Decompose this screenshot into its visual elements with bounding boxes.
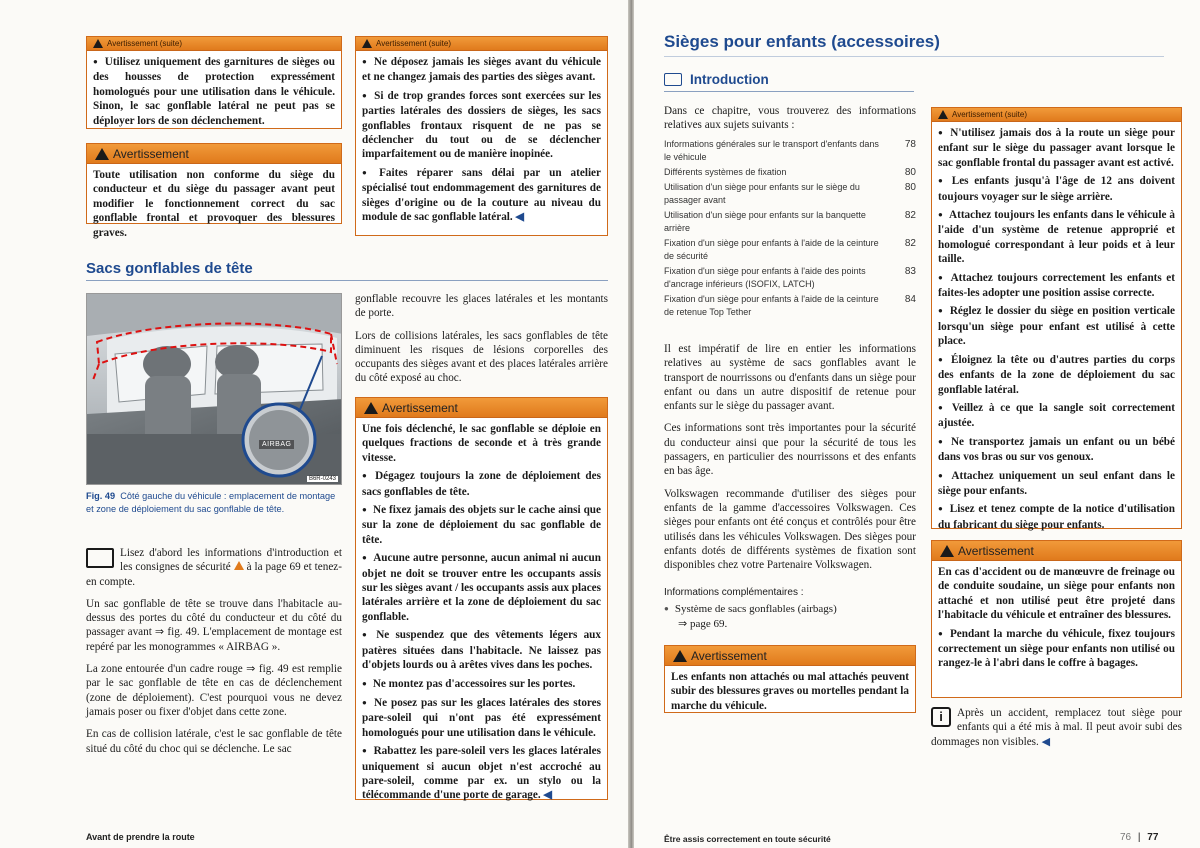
warning-box-continued-b <box>931 107 1182 529</box>
warning-item: ● Ne transportez jamais un enfant ou un bébé dans vos bras ou sur vos genoux. <box>938 435 1175 465</box>
warning-header: Avertissement (suite) <box>932 108 1181 122</box>
body-paragraph: Lors de collisions latérales, les sacs gonflables de tête diminuent les risques de lésions corporelles des occupants des sièges avant et des places latérales arrière du côté exposé au choc. <box>355 329 608 385</box>
section-rule <box>86 280 608 281</box>
intro-heading: Introduction <box>664 72 769 87</box>
intro-rule <box>664 91 914 92</box>
warning-item: ● Lisez et tenez compte de la notice d'utilisation du fabricant du siège pour enfants. <box>938 502 1175 532</box>
more-info-title: Informations complémentaires : <box>664 587 804 598</box>
warning-item: ● Les enfants jusqu'à l'âge de 12 ans doivent toujours voyager sur le siège arrière. <box>938 174 1175 204</box>
warning-item: ● Ne montez pas d'accessoires sur les portes. <box>362 677 601 692</box>
right-footer: Être assis correctement en toute sécurité <box>664 834 831 844</box>
warning-text <box>932 122 1181 535</box>
warning-text: ● Utilisez uniquement des garnitures de sièges ou des housses de protection expressément homologués pour une utilisation dans le véhicule. Sinon, le sac gonflable latéral ne peut pas se déployer lors de son déclenchement. <box>87 51 341 131</box>
warning-item: ● Ne déposez jamais les sièges avant du véhicule et ne changez jamais des parties des sièges avant. <box>362 55 601 85</box>
figure-caption: Fig. 49 Côté gauche du véhicule : emplacement de montage et zone de déploiement du sac gonflable de tête. <box>86 491 336 514</box>
warning-header: Avertissement <box>87 144 341 164</box>
warning-item: ● Faites réparer sans délai par un atelier spécialisé tout endommagement des garnitures de sièges d'origine ou de la couture au niveau du module de sac gonflable latéral. ◀ <box>362 166 601 225</box>
warning-header: Avertissement <box>356 398 607 418</box>
chapter-title: Sièges pour enfants (accessoires) <box>664 32 940 51</box>
left-column2-body <box>355 292 608 394</box>
warning-item: ● Ne posez pas sur les glaces latérales des stores pare-soleil qui n'ont pas été expressément homologués pour une utilisation dans le véhicule. <box>362 696 601 740</box>
warning-item: ● Attachez uniquement un seul enfant dans le siège pour enfants. <box>938 469 1175 499</box>
left-footer: Avant de prendre la route <box>86 832 195 842</box>
more-info <box>664 586 916 631</box>
warning-triangle-icon <box>362 39 372 48</box>
body-paragraph: La zone entourée d'un cadre rouge ⇒ fig. 49 est remplie par le sac gonflable de tête en cas de déclenchement (zone de déploiement). C'est pourquoi vous ne devez jamais poser ou fixer d'objet dans cette zone. <box>86 663 342 718</box>
warning-item: ● Veillez à ce que la sangle soit correctement ajustée. <box>938 401 1175 431</box>
warning-header: Avertissement (suite) <box>87 37 341 51</box>
warning-item: ● Pendant la marche du véhicule, fixez toujours correctement un siège pour enfants non utilisé ou rangez-le à l'abri dans le coffre à bagages. <box>938 627 1175 671</box>
warning-box-c <box>931 540 1182 698</box>
warning-text: Toute utilisation non conforme du siège du conducteur et du siège du passager avant peut modifier le fonctionnement correct du sac gonflable frontal et provoquer des blessures graves. <box>93 169 335 239</box>
warning-box-continued-1 <box>86 36 342 129</box>
warning-text <box>356 51 607 227</box>
warning-item: ● Dégagez toujours la zone de déploiement des sacs gonflables de tête. <box>362 469 601 499</box>
warning-item: ● Attachez toujours correctement les enfants et faites-les adopter une position assise correcte. <box>938 271 1175 301</box>
toc-list <box>664 138 916 321</box>
car-interior-illustration <box>87 294 342 485</box>
page-number-left: 76 <box>1120 832 1132 843</box>
book-icon <box>664 73 682 86</box>
warning-item: ● Éloignez la tête ou d'autres parties du corps des enfants de la zone de déploiement du sac gonflable latéral. <box>938 353 1175 397</box>
airbag-monogram-label: AIRBAG <box>259 440 294 449</box>
warning-text: En cas d'accident ou de manœuvre de freinage ou de conduite soudaine, un siège pour enfants non attaché et non utilisé peut être projeté dans l'habitacle du véhicule et entraîner des blessures. ● Pendant la marche du véhicule, fixez toujours correctement un siège pour enfants non utilisé ou rangez-le à l'abri dans le coffre à bagages. <box>932 561 1181 674</box>
warning-item: ● Rabattez les pare-soleil vers les glaces latérales uniquement si aucun objet n'est accroché au pare-soleil, comme par ex. un stylo ou la télécommande d'une porte de garage. ◀ <box>362 744 601 803</box>
book-icon <box>86 548 114 568</box>
body-paragraph: Ces informations sont très importantes pour la sécurité du conducteur ainsi que pour la sécurité de tous les passagers, en particulier des nourrissons et des enfants en bas âge. <box>664 422 916 478</box>
toc-row[interactable]: Utilisation d'un siège pour enfants sur le siège du passager avant 80 <box>664 182 916 205</box>
page-numbers: 76 | 77 <box>1120 832 1159 843</box>
warning-text: Une fois déclenché, le sac gonflable se déploie en quelques fractions de seconde et à très grande vitesse. ● Dégagez toujours la zone de déploiement des sacs gonflables de tête. ● Ne fixez jamais des objets sur le cache ainsi que sur la zone de déploiement du sac gonflable de tête. ● Aucune autre personne, aucun animal ni aucun objet ne doit se trouver entre les occupants assis sur les sièges avant / les occupants assis aux places latérales arrière et la zone de déploiement du sac gonflable. ● Ne suspendez que des vêtements légers aux patères situées dans l'habitacle. Ne laissez pas d'objets lourds ou à arêtes vives dans les poches. ● Ne montez pas d'accessoires sur les portes. ● Ne posez pas sur les glaces latérales des stores pare-soleil qui n'ont pas été expressément homologués pour une utilisation dans le véhicule. ● Rabattez les pare-soleil vers les glaces latérales uniquement si aucun objet n'est accroché au pare-soleil, comme par ex. un stylo ou la télécommande d'une porte de garage. ◀ <box>356 418 607 806</box>
toc-row[interactable]: Utilisation d'un siège pour enfants sur la banquette arrière 82 <box>664 210 916 233</box>
toc-row[interactable]: Fixation d'un siège pour enfants à l'aide de la ceinture de retenue Top Tether 84 <box>664 294 916 317</box>
warning-triangle-icon <box>673 650 687 662</box>
warning-triangle-icon <box>364 402 378 414</box>
warning-item: ● Aucune autre personne, aucun animal ni aucun objet ne doit se trouver entre les occupants assis sur les sièges avant / les occupants assis aux places latérales arrière et la zone de déploiement du sac gonflable. <box>362 551 601 624</box>
page-reference-link[interactable]: ⇒ page 69. <box>678 618 728 630</box>
toc-row[interactable]: Fixation d'un siège pour enfants à l'aide des points d'ancrage inférieurs (ISOFIX, LATCH) 83 <box>664 266 916 289</box>
right-page <box>634 0 1200 848</box>
body-paragraph: Volkswagen recommande d'utiliser des sièges pour enfants de la gamme d'accessoires Volkswagen. Ces sièges pour enfants ont été conçus et contrôlés pour être utilisés dans les véhicules Volkswagen. Des sièges pour enfants dotés de différents systèmes de fixation sont disponibles chez votre Partenaire Volkswagen. <box>664 487 916 572</box>
toc-row[interactable]: Informations générales sur le transport d'enfants dans le véhicule 78 <box>664 139 916 162</box>
info-note: i Après un accident, remplacez tout siège pour enfants qui a été mis à mal. Il peut avoir subi des dommages non visibles. ◀ <box>931 707 1182 748</box>
body-paragraph: Un sac gonflable de tête se trouve dans l'habitacle au-dessus des portes du côté du conducteur et du côté du passager avant ⇒ fig. 49. L'emplacement de montage est repéré par les monogrammes « AIRBAG ». <box>86 597 342 653</box>
left-column-body <box>86 546 342 764</box>
body-paragraph: En cas de collision latérale, c'est le sac gonflable de tête situé du côté du choc qui se déclenche. Le sac <box>86 728 342 755</box>
figure-code: B6R-0243 <box>308 476 336 482</box>
toc-row[interactable]: Fixation d'un siège pour enfants à l'aide de la ceinture de sécurité 82 <box>664 238 916 261</box>
section-title: Sacs gonflables de tête <box>86 260 253 277</box>
warning-triangle-icon <box>940 545 954 557</box>
page-number-right: 77 <box>1147 832 1159 843</box>
warning-triangle-icon <box>93 39 103 48</box>
intro-paragraph: Lisez d'abord les informations d'introduction et les consignes de sécurité à la page 69 et tenez-en compte. <box>86 547 342 588</box>
warning-header: Avertissement <box>932 541 1181 561</box>
warning-triangle-icon <box>234 561 244 570</box>
warning-text: Les enfants non attachés ou mal attachés peuvent subir des blessures graves ou mortelles pendant la marche du véhicule. <box>671 671 909 712</box>
right-column-paragraphs <box>664 342 916 580</box>
warning-triangle-icon <box>95 148 109 160</box>
more-info-item[interactable]: Système de sacs gonflables (airbags) <box>674 603 837 615</box>
chapter-rule <box>664 56 1164 57</box>
warning-item: ● Ne suspendez que des vêtements légers aux patères situées dans l'habitacle. Ne laissez pas d'objets lourds ou à arêtes vives dans les poches. <box>362 628 601 672</box>
warning-box-continued-3 <box>355 36 608 236</box>
warning-item: ● Réglez le dossier du siège en position verticale lorsqu'un siège pour enfant est utilisé à cette place. <box>938 304 1175 348</box>
warning-header: Avertissement (suite) <box>356 37 607 51</box>
warning-box-2 <box>86 143 342 239</box>
warning-item: ● Si de trop grandes forces sont exercées sur les parties latérales des dossiers de sièges, les sacs gonflables frontaux risquent de ne pas se déclencher du tout ou de se déclencher imparfaitement ou de manière inopinée. <box>362 89 601 162</box>
warning-item: ● Ne fixez jamais des objets sur le cache ainsi que sur la zone de déploiement du sac gonflable de tête. <box>362 503 601 547</box>
warning-item: ● N'utilisez jamais dos à la route un siège pour enfant sur le siège du passager avant lorsque le sac gonflable frontal du passager avant est activé. <box>938 126 1175 170</box>
warning-item: ● Attachez toujours les enfants dans le véhicule à l'aide d'un système de retenue approprié et homologué correspondant à leur poids et à leur taille. <box>938 208 1175 267</box>
warning-box-4 <box>355 397 608 800</box>
figure-49 <box>86 293 342 485</box>
toc-row[interactable]: Différents systèmes de fixation 80 <box>664 167 916 178</box>
info-icon: i <box>931 707 951 727</box>
lead-paragraph: Dans ce chapitre, vous trouverez des informations relatives aux sujets suivants : <box>664 105 916 132</box>
warning-box-a <box>664 645 916 713</box>
body-paragraph: gonflable recouvre les glaces latérales et les montants de porte. <box>355 293 608 320</box>
right-column-body <box>664 104 916 141</box>
body-paragraph: Il est impératif de lire en entier les informations relatives au système de sacs gonflables avant le transport de nourrissons ou d'enfants dans un siège pour enfant ou dans un autre dispositif de retenue pour enfants sur le siège du passager avant. <box>664 343 916 413</box>
warning-triangle-icon <box>938 110 948 119</box>
warning-header: Avertissement <box>665 646 915 666</box>
